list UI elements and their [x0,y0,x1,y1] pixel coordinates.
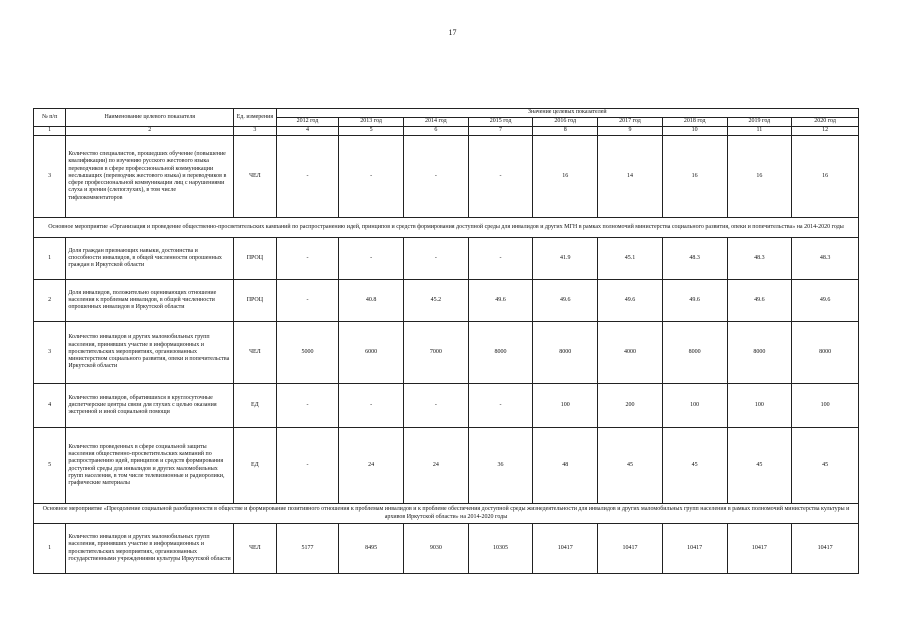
value-cell: 48.3 [662,238,727,280]
unit-cell: ЧЕЛ [234,524,276,574]
row-number: 1 [34,524,66,574]
row-number: 1 [34,238,66,280]
value-cell: - [276,238,339,280]
values-group-header: Значение целевых показателей [276,109,858,118]
value-cell: 48.3 [792,238,859,280]
value-cell: 45 [727,428,792,504]
col-number: 10 [662,127,727,136]
table-row [34,136,859,218]
table-row [34,524,859,574]
value-cell: 5000 [276,322,339,384]
table-row [34,238,859,280]
year-header: 2015 год [468,118,533,127]
value-cell: 8000 [533,322,598,384]
value-cell: - [404,238,469,280]
value-cell: 10417 [533,524,598,574]
value-cell: 100 [662,384,727,428]
col-number: 2 [66,127,234,136]
year-header: 2012 год [276,118,339,127]
value-cell: 49.6 [598,280,663,322]
col-number: 9 [598,127,663,136]
value-cell: 10417 [727,524,792,574]
value-cell: 49.6 [533,280,598,322]
value-cell: 48.3 [727,238,792,280]
unit-header: Ед. измерения [234,109,276,127]
col-number: 7 [468,127,533,136]
col-number: 1 [34,127,66,136]
value-cell: 100 [792,384,859,428]
value-cell: 5177 [276,524,339,574]
indicator-name: Количество инвалидов и других маломобильных групп населения, принявших участие в информационных и просветительских мероприятиях, организованных государственными учреждениями культуры Иркутской области [66,524,234,574]
value-cell: - [404,384,469,428]
unit-cell: ЧЕЛ [234,322,276,384]
unit-cell: ПРОЦ [234,280,276,322]
value-cell: 10417 [598,524,663,574]
value-cell: 48 [533,428,598,504]
section-row [34,218,859,238]
indicator-name: Доля инвалидов, положительно оценивающих отношение населения к проблемам инвалидов, в общей численности опрошенных инвалидов в Иркутской области [66,280,234,322]
col-number: 11 [727,127,792,136]
value-cell: 36 [468,428,533,504]
value-cell: 16 [662,136,727,218]
col-number: 4 [276,127,339,136]
table-row [34,428,859,504]
value-cell: 16 [792,136,859,218]
year-header: 2016 год [533,118,598,127]
indicator-name: Доля граждан признающих навыки, достоинства и способности инвалидов, в общей численности опрошенных граждан в Иркутской области [66,238,234,280]
value-cell: 16 [533,136,598,218]
value-cell: 24 [404,428,469,504]
indicator-name: Количество инвалидов, обратившихся в круглосуточные диспетчерские центры связи для глухих с целью оказания экстренной и иной социальной помощи [66,384,234,428]
indicator-name: Количество проведенных в сфере социальной защиты населения общественно-просветительских кампаний по распространению идей, принципов и средств формирования доступной среды для инвалидов и других маломобильных групп населения, в том числе телевизионные и радиоролики, графические материалы [66,428,234,504]
value-cell: - [468,136,533,218]
unit-cell: ЧЕЛ [234,136,276,218]
value-cell: - [468,238,533,280]
value-cell: 4000 [598,322,663,384]
value-cell: 49.6 [727,280,792,322]
value-cell: 10417 [662,524,727,574]
year-header: 2020 год [792,118,859,127]
unit-cell: ПРОЦ [234,238,276,280]
unit-cell: ЕД [234,384,276,428]
value-cell: 45 [792,428,859,504]
value-cell: - [276,428,339,504]
value-cell: 16 [727,136,792,218]
col-numbers-row [34,127,859,136]
value-cell: 8000 [792,322,859,384]
value-cell: 49.6 [662,280,727,322]
num-header: № п/п [34,109,66,127]
value-cell: 45 [662,428,727,504]
value-cell: 45 [598,428,663,504]
indicator-name: Количество инвалидов и других маломобильных групп населения, принявших участие в информационных и просветительских мероприятиях, организованных министерством социального развития, опеки и попечительства Иркутской области [66,322,234,384]
value-cell: 200 [598,384,663,428]
value-cell: - [404,136,469,218]
table-row [34,280,859,322]
value-cell: - [276,136,339,218]
value-cell: - [339,136,404,218]
col-number: 5 [339,127,404,136]
value-cell: - [339,238,404,280]
col-number: 6 [404,127,469,136]
row-number: 5 [34,428,66,504]
row-number: 4 [34,384,66,428]
value-cell: - [468,384,533,428]
value-cell: 9030 [404,524,469,574]
section-title: Основное мероприятие «Преодоление социальной разобщенности в обществе и формирование позитивного отношения к проблемам инвалидов и к проблеме обеспечения доступной среды жизнедеятельности для инвалидов и других маломобильных групп населения в рамках полномочий министерства культуры и архивов Иркутской области» на 2014-2020 годы [34,504,859,524]
section-row [34,504,859,524]
value-cell: 100 [727,384,792,428]
col-number: 8 [533,127,598,136]
value-cell: - [276,280,339,322]
section-title: Основное мероприятие «Организация и проведение общественно-просветительских кампаний по распространению идей, принципов и средств формирования доступной среды для инвалидов и других МГН в рамках полномочий министерства социального развития, опеки и попечительства» на 2014-2020 годы [34,218,859,238]
year-header: 2013 год [339,118,404,127]
table-row [34,322,859,384]
year-header: 2017 год [598,118,663,127]
name-header: Наименование целевого показателя [66,109,234,127]
unit-cell: ЕД [234,428,276,504]
table-row [34,384,859,428]
indicators-table [33,108,859,574]
value-cell: 10417 [792,524,859,574]
value-cell: 14 [598,136,663,218]
value-cell: 49.6 [792,280,859,322]
value-cell: 10305 [468,524,533,574]
value-cell: - [276,384,339,428]
year-header: 2014 год [404,118,469,127]
value-cell: 41.9 [533,238,598,280]
value-cell: 100 [533,384,598,428]
year-header: 2018 год [662,118,727,127]
header-row [34,109,859,118]
row-number: 3 [34,136,66,218]
value-cell: 8000 [727,322,792,384]
value-cell: 8000 [468,322,533,384]
row-number: 2 [34,280,66,322]
value-cell: 45.2 [404,280,469,322]
value-cell: 8495 [339,524,404,574]
value-cell: 49.6 [468,280,533,322]
value-cell: 45.1 [598,238,663,280]
value-cell: 24 [339,428,404,504]
value-cell: 40.8 [339,280,404,322]
value-cell: 6000 [339,322,404,384]
value-cell: 7000 [404,322,469,384]
indicator-name: Количество специалистов, прошедших обучение (повышение квалификации) по изучению русского жестового языка переводчиков в сфере профессиональной коммуникации неслышащих (переводчик жестового языка) и переводчиков в сфере профессиональной коммуникации лиц с нарушениями слуха и зрения (слепоглухих), в том числе тифлокомментаторов [66,136,234,218]
col-number: 12 [792,127,859,136]
row-number: 3 [34,322,66,384]
page-number: 17 [448,28,457,37]
value-cell: - [339,384,404,428]
col-number: 3 [234,127,276,136]
value-cell: 8000 [662,322,727,384]
year-header: 2019 год [727,118,792,127]
